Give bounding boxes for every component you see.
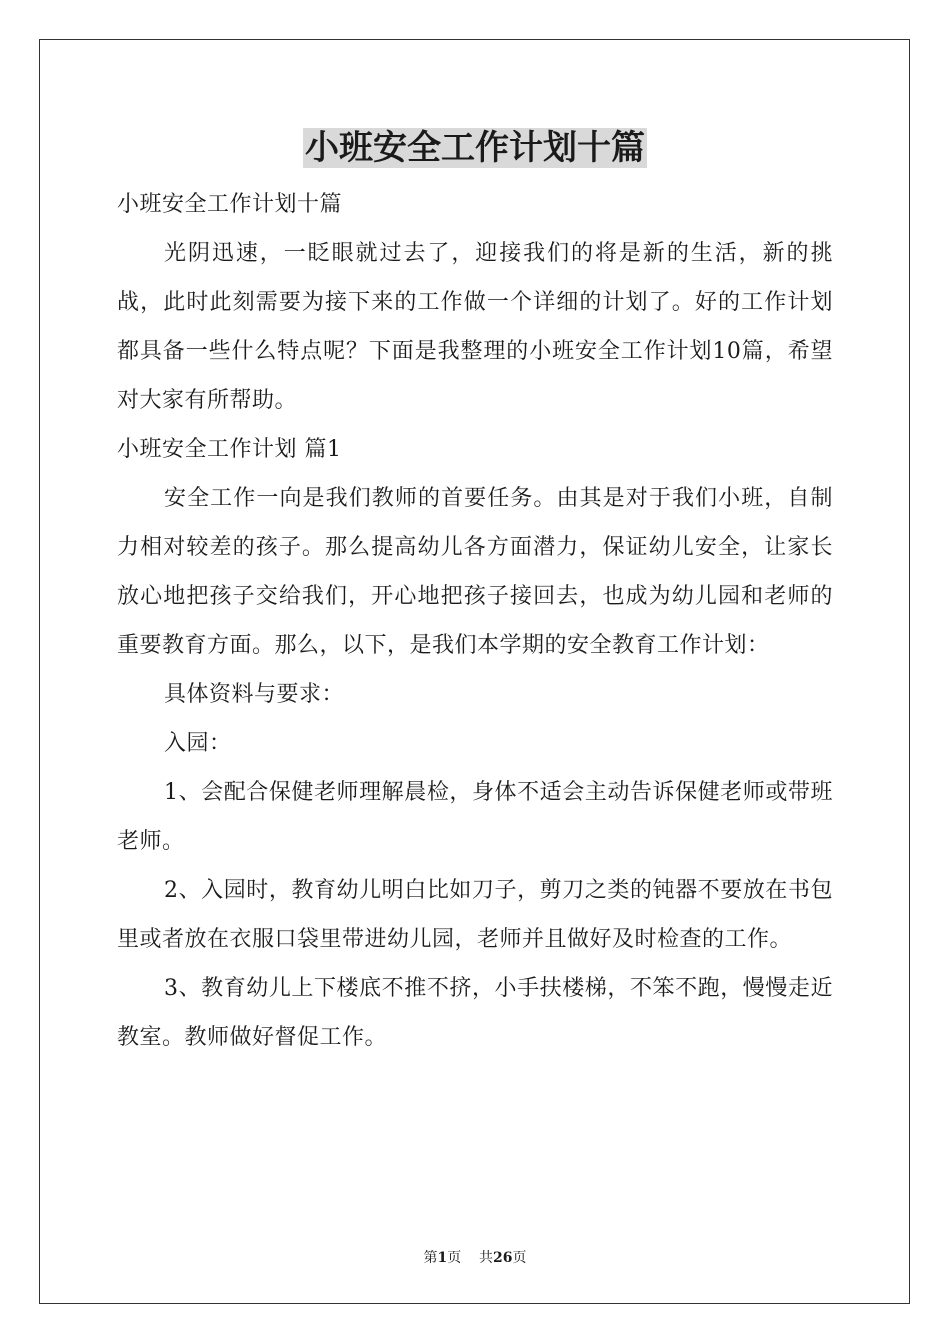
total-prefix: 共 xyxy=(479,1250,494,1266)
page-prefix: 第 xyxy=(423,1250,438,1266)
paragraph-intro: 光阴迅速，一眨眼就过去了，迎接我们的将是新的生活，新的挑战，此时此刻需要为接下来的工作做一个详细的计划了。好的工作计划都具备一些什么特点呢？下面是我整理的小班安全工作计划10篇，希望对大家有所帮助。 xyxy=(117,241,833,413)
page-footer xyxy=(0,1248,950,1268)
total-unit: 页 xyxy=(512,1250,527,1266)
document-title xyxy=(0,125,950,171)
page-unit: 页 xyxy=(447,1250,462,1266)
section-heading: 小班安全工作计划 篇1 xyxy=(117,437,342,462)
page-total: 26 xyxy=(493,1250,513,1266)
document-title-text: 小班安全工作计划十篇 xyxy=(305,128,645,168)
list-item: 3、教育幼儿上下楼底不推不挤，小手扶楼梯，不笨不跑，慢慢走近教室。教师做好督促工作。 xyxy=(117,976,833,1050)
page-current: 1 xyxy=(437,1250,448,1266)
list-item: 2、入园时，教育幼儿明白比如刀子，剪刀之类的钝器不要放在书包里或者放在衣服口袋里带进幼儿园，老师并且做好及时检查的工作。 xyxy=(117,878,833,952)
paragraph: 入园： xyxy=(164,731,232,756)
paragraph: 具体资料与要求： xyxy=(164,682,345,707)
document-body xyxy=(117,180,833,1062)
paragraph: 安全工作一向是我们教师的首要任务。由其是对于我们小班，自制力相对较差的孩子。那么提高幼儿各方面潜力，保证幼儿安全，让家长放心地把孩子交给我们，开心地把孩子接回去，也成为幼儿园和老师的重要教育方面。那么，以下，是我们本学期的安全教育工作计划： xyxy=(117,486,833,658)
paragraph-heading: 小班安全工作计划十篇 xyxy=(117,192,343,217)
list-item: 1、会配合保健老师理解晨检，身体不适会主动告诉保健老师或带班老师。 xyxy=(117,780,833,854)
